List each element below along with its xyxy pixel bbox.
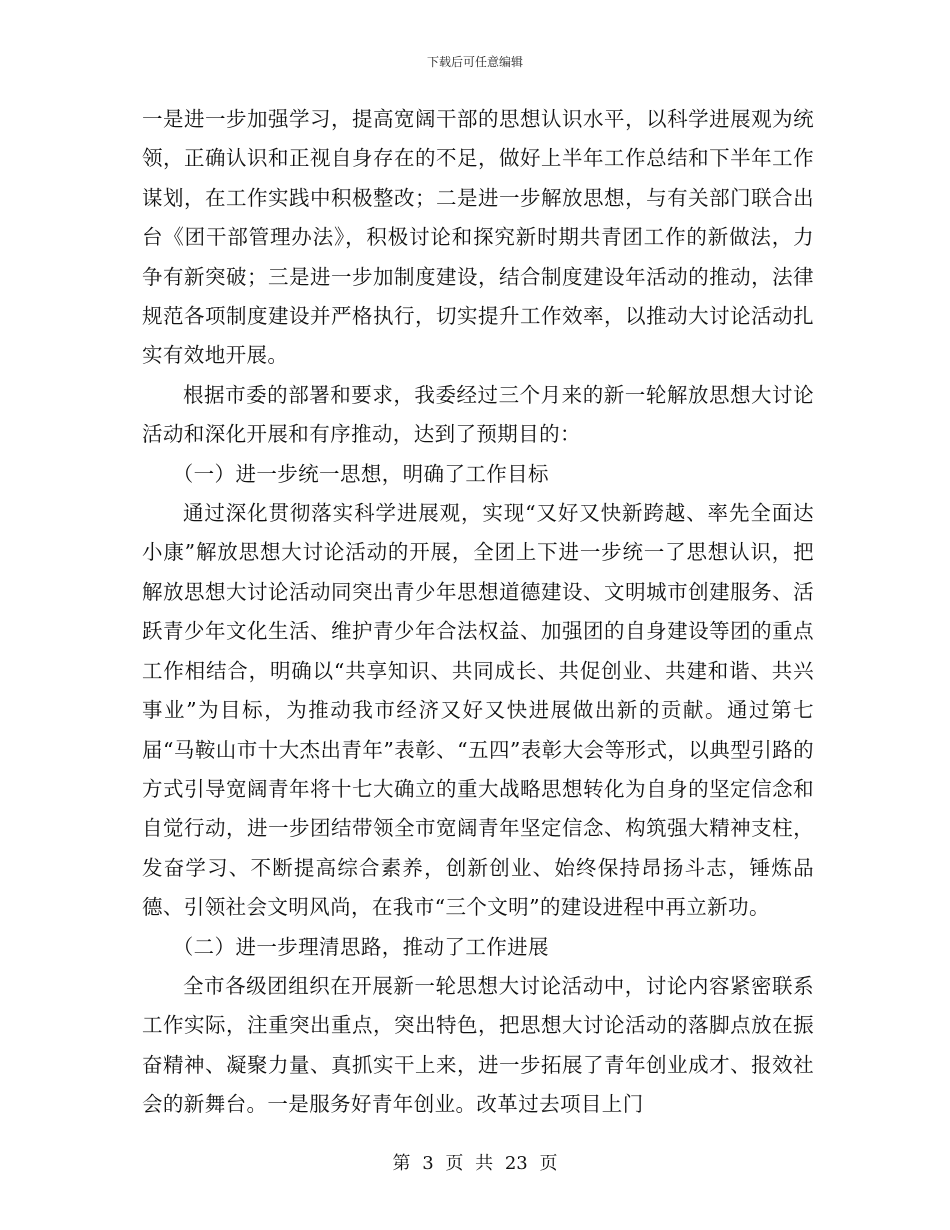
section-heading-2: （二）进一步理清思路，推动了工作进展 <box>172 934 549 959</box>
paragraph-4: 全市各级团组织在开展新一轮思想大讨论活动中，讨论内容紧密联系工作实际，注重突出重点，突出特色，把思想大讨论活动的落脚点放在振奋精神、凝聚力量、真抓实干上来，进一步拓展了青年创业成才、报效社会的新舞台。一是服务好青年创业。改革过去项目上门 <box>142 973 814 1117</box>
page-footer: 第 3 页 共 23 页 <box>392 1153 558 1174</box>
section-heading-1: （一）进一步统一思想，明确了工作目标 <box>172 461 549 486</box>
paragraph-2: 根据市委的部署和要求，我委经过三个月来的新一轮解放思想大讨论活动和深化开展和有序推动，达到了预期目的： <box>142 382 814 447</box>
paragraph-3: 通过深化贯彻落实科学进展观，实现“又好又快新跨越、率先全面达小康”解放思想大讨论活动的开展，全团上下进一步统一了思想认识，把解放思想大讨论活动同突出青少年思想道德建设、文明城市创建服务、活跃青少年文化生活、维护青少年合法权益、加强团的自身建设等团的重点工作相结合，明确以“共享知识、共同成长、共促创业、共建和谐、共兴事业”为目标，为推动我市经济又好又快进展做出新的贡献。通过第七届“马鞍山市十大杰出青年”表彰、“五四”表彰大会等形式，以典型引路的方式引导宽阔青年将十七大确立的重大战略思想转化为自身的坚定信念和自觉行动，进一步团结带领全市宽阔青年坚定信念、构筑强大精神支柱，发奋学习、不断提高综合素养，创新创业、始终保持昂扬斗志，锤炼品德、引领社会文明风尚，在我市“三个文明”的建设进程中再立新功。 <box>142 501 814 920</box>
document-body <box>142 100 814 1125</box>
paragraph-1: 一是进一步加强学习，提高宽阔干部的思想认识水平，以科学进展观为统领，正确认识和正视自身存在的不足，做好上半年工作总结和下半年工作谋划，在工作实践中积极整改；二是进一步解放思想，与有关部门联合出台《团干部管理办法》，积极讨论和探究新时期共青团工作的新做法，力争有新突破；三是进一步加制度建设，结合制度建设年活动的推动，法律规范各项制度建设并严格执行，切实提升工作效率，以推动大讨论活动扎实有效地开展。 <box>142 107 814 368</box>
page-header: 下载后可任意编辑 <box>426 55 523 69</box>
